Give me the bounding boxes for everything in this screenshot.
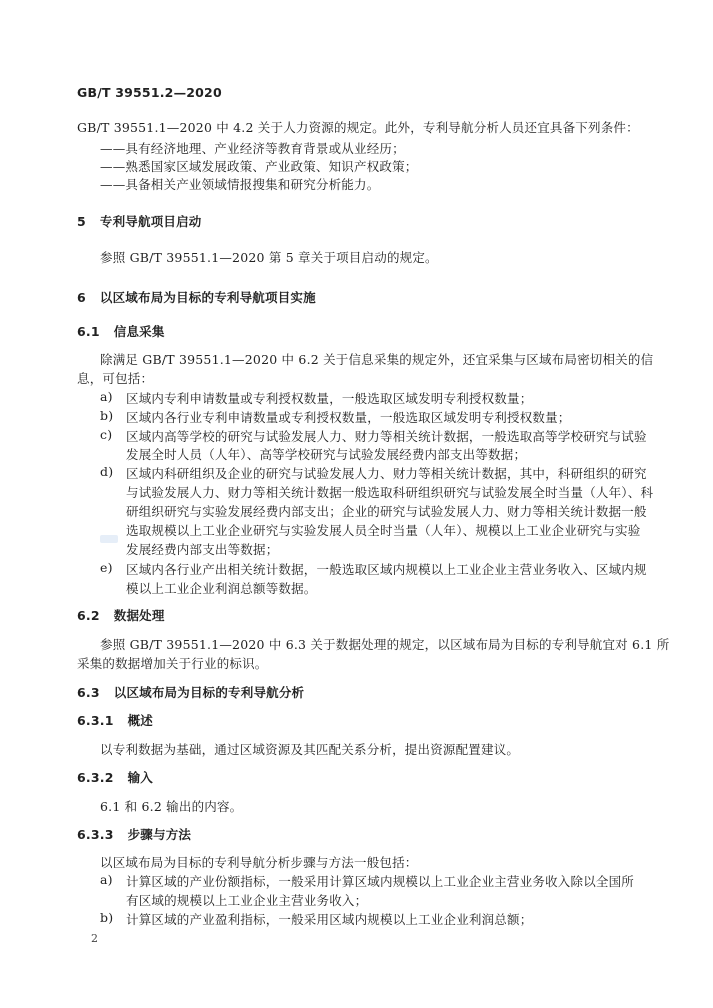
list-item: 计算区域的产业份额指标，一般采用计算区域内规模以上工业企业主营业务收入除以全国所 [126, 874, 635, 889]
section-title: 数据处理 [113, 608, 165, 623]
section-number: 6.3.2 [77, 770, 114, 785]
paragraph: 采集的数据增加关于行业的标识。 [77, 656, 268, 671]
paragraph: 以专利数据为基础，通过区域资源及其匹配关系分析，提出资源配置建议。 [100, 742, 520, 757]
paragraph: GB/T 39551.1—2020 中 4.2 关于人力资源的规定。此外，专利导航分析人员还宜具备下列条件： [77, 120, 639, 135]
list-label: a) [100, 389, 113, 404]
section-number: 5 [77, 214, 86, 229]
paragraph: 以区域布局为目标的专利导航分析步骤与方法一般包括： [100, 855, 418, 870]
list-item: 计算区域的产业盈利指标，一般采用区域内规模以上工业企业利润总额； [126, 912, 533, 927]
paragraph: 参照 GB/T 39551.1—2020 第 5 章关于项目启动的规定。 [100, 250, 438, 265]
section-number: 6.2 [77, 608, 100, 623]
watermark-mark [100, 535, 118, 543]
list-label: e) [100, 560, 113, 575]
list-item: 区域内各行业专利申请数量或专利授权数量，一般选取区域发明专利授权数量； [126, 410, 571, 425]
list-label: b) [100, 910, 114, 925]
list-item-continuation: 研组织研究与实验发展经费内部支出；企业的研究与试验发展人力、财力等相关统计数据一般 [126, 504, 647, 519]
section-title: 概述 [127, 713, 153, 728]
list-label: b) [100, 408, 114, 423]
dash-item: ——熟悉国家区域发展政策、产业政策、知识产权政策； [100, 159, 418, 174]
paragraph: 除满足 GB/T 39551.1—2020 中 6.2 关于信息采集的规定外，还宜采集与区域布局密切相关的信 [100, 352, 654, 367]
list-item: 区域内科研组织及企业的研究与试验发展人力、财力等相关统计数据，其中，科研组织的研究 [126, 466, 647, 481]
section-number: 6.1 [77, 324, 100, 339]
list-item-continuation: 有区域的规模以上工业企业主营业务收入； [126, 893, 368, 908]
paragraph: 6.1 和 6.2 输出的内容。 [100, 799, 243, 814]
list-item-continuation: 发展全时人员（人年）、高等学校研究与试验发展经费内部支出等数据； [126, 447, 527, 462]
list-label: c) [100, 427, 113, 442]
section-title: 信息采集 [113, 324, 165, 339]
section-number: 6.3.3 [77, 827, 114, 842]
list-item: 区域内高等学校的研究与试验发展人力、财力等相关统计数据，一般选取高等学校研究与试验 [126, 429, 647, 444]
list-item-continuation: 与试验发展人力、财力等相关统计数据一般选取科研组织研究与试验发展全时当量（人年）、科 [126, 485, 654, 500]
dash-item: ——具备相关产业领域情报搜集和研究分析能力。 [100, 177, 380, 192]
list-item-continuation: 发展经费内部支出等数据； [126, 542, 279, 557]
doc-code-header: GB/T 39551.2—2020 [77, 85, 222, 100]
section-title: 以区域布局为目标的专利导航项目实施 [99, 290, 316, 305]
section-number: 6 [77, 290, 86, 305]
section-6-3-heading [77, 683, 304, 701]
section-number: 6.3.1 [77, 713, 114, 728]
section-title: 输入 [127, 770, 153, 785]
list-item: 区域内各行业产出相关统计数据，一般选取区域内规模以上工业企业主营业务收入、区域内规 [126, 562, 647, 577]
section-6-3-3-heading [77, 825, 191, 843]
section-6-heading [77, 288, 316, 306]
list-label: a) [100, 872, 113, 887]
dash-item: ——具有经济地理、产业经济等教育背景或从业经历； [100, 141, 405, 156]
list-item: 区域内专利申请数量或专利授权数量，一般选取区域发明专利授权数量； [126, 391, 533, 406]
section-title: 专利导航项目启动 [99, 214, 202, 229]
paragraph: 息，可包括： [77, 371, 154, 386]
section-6-3-2-heading [77, 768, 153, 786]
section-5-heading [77, 212, 202, 230]
section-6-3-1-heading [77, 711, 153, 729]
section-6-2-heading [77, 606, 165, 624]
section-title: 步骤与方法 [127, 827, 192, 842]
page-number: 2 [91, 932, 99, 945]
list-label: d) [100, 464, 114, 479]
section-number: 6.3 [77, 685, 100, 700]
paragraph: 参照 GB/T 39551.1—2020 中 6.3 关于数据处理的规定，以区域布局为目标的专利导航宜对 6.1 所 [100, 637, 670, 652]
list-item-continuation: 选取规模以上工业企业研究与实验发展人员全时当量（人年）、规模以上工业企业研究与实验 [126, 523, 641, 538]
section-6-1-heading [77, 322, 165, 340]
list-item-continuation: 模以上工业企业利润总额等数据。 [126, 581, 317, 596]
section-title: 以区域布局为目标的专利导航分析 [113, 685, 305, 700]
